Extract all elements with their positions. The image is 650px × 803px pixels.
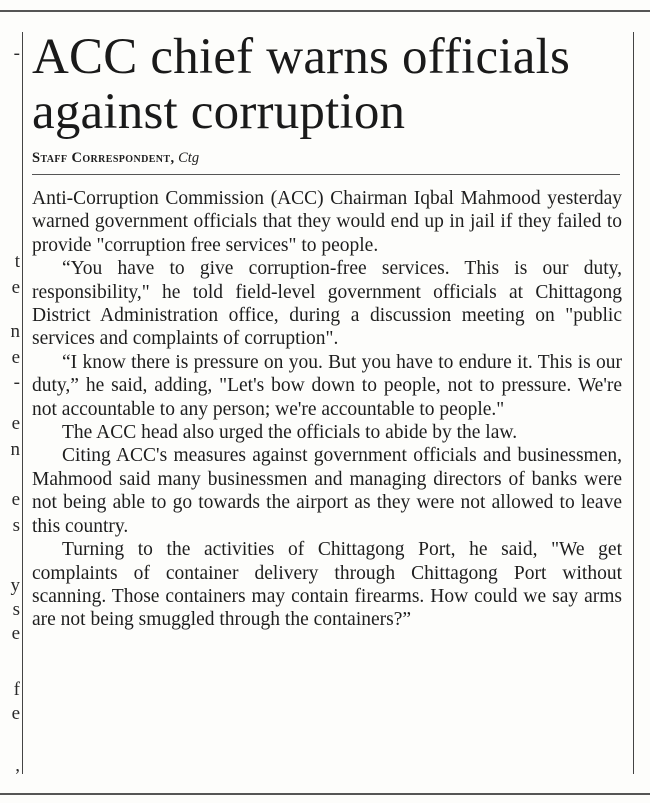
paragraph: The ACC head also urged the officials to abide by the law. bbox=[62, 422, 518, 444]
top-rule bbox=[0, 10, 650, 12]
paragraph: “You have to give corruption-free services. This is our duty, responsibility," he told field-level government officials at Chittagong District Administration office, during a discussion meeting on "public services and complaints of corruption". bbox=[32, 258, 622, 350]
byline-location: Ctg bbox=[178, 150, 200, 166]
headline-line: against corruption bbox=[32, 84, 406, 140]
paragraph: Anti-Corruption Commission (ACC) Chairman Iqbal Mahmood yesterday warned government officials that they would end up in jail if they failed to provide "corruption free services" to people. bbox=[32, 188, 622, 256]
fragment-char: s bbox=[12, 599, 20, 620]
paragraph: Citing ACC's measures against government officials and businessmen, Mahmood said many businessmen and managing directors of banks were not being able to go towards the airport as they were not allowed to leave this country. bbox=[32, 445, 622, 537]
fragment-char: e bbox=[11, 623, 20, 644]
fragment-char: e bbox=[11, 277, 20, 298]
fragment-char: f bbox=[13, 679, 20, 700]
fragment-char: t bbox=[14, 251, 20, 272]
column-divider-left bbox=[22, 32, 23, 774]
fragment-char: n bbox=[10, 321, 20, 342]
adjacent-column-fragments bbox=[0, 0, 20, 803]
fragment-char: e bbox=[11, 347, 20, 368]
bottom-rule bbox=[0, 793, 650, 795]
fragment-char: y bbox=[10, 575, 20, 596]
fragment-char: e bbox=[11, 489, 20, 510]
fragment-char: - bbox=[13, 372, 20, 393]
paragraph: “I know there is pressure on you. But you have to endure it. This is our duty,” he said, adding, "Let's bow down to people, not to pressure. We're not accountable to any person; we're accountable to people." bbox=[32, 351, 622, 420]
headline bbox=[32, 30, 622, 140]
fragment-char: - bbox=[13, 43, 20, 64]
fragment-char: s bbox=[12, 515, 20, 536]
fragment-char: e bbox=[11, 703, 20, 724]
byline bbox=[32, 149, 622, 167]
fragment-char: e bbox=[11, 413, 20, 434]
column-divider-right bbox=[633, 32, 634, 774]
paragraph: Turning to the activities of Chittagong Port, he said, "We get complaints of container delivery through Chittagong Port without scanning. Those containers may contain firearms. How could we say arms are not being smuggled through the containers?” bbox=[32, 539, 622, 631]
article-body bbox=[32, 187, 622, 632]
fragment-char: n bbox=[10, 439, 20, 460]
byline-author: Staff Correspondent, bbox=[32, 150, 175, 166]
news-article bbox=[32, 30, 622, 632]
fragment-char: , bbox=[15, 755, 20, 776]
headline-line: ACC chief warns officials bbox=[32, 29, 571, 85]
byline-divider bbox=[32, 174, 620, 175]
